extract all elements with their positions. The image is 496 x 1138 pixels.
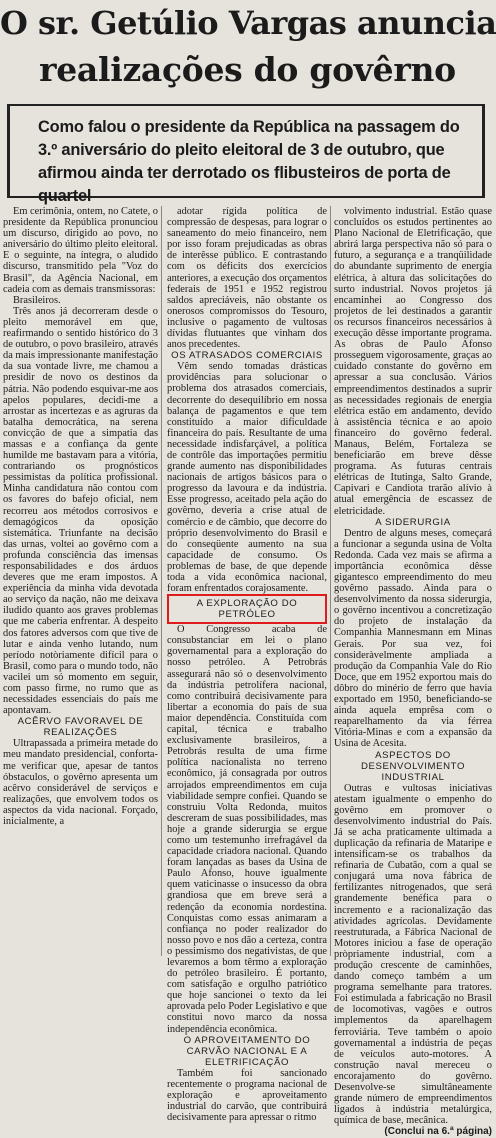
paragraph: Ultrapassada a primeira metade do meu mandato presidencial, conforta-me verificar que, apesar de tantos óbstaculos, o govêrno apresenta um acêrvo considerável de serviços e realizações, que envolvem todos os aspectos da vida nacional. Forçado, inicialmente, a (3, 738, 158, 827)
paragraph: Dentro de alguns meses, começará a funcionar a segunda usina de Volta Redonda. Cada vez mais se afirma a importância econômica dêsse gigantesco empreendimento do meu govêrno passado. Ainda para o desenvolvimento da nossa siderurgia, o govêrno incentivou a concretização do projeto de instalação da Companhia Mannesmann em Minas Gerais. Por sua vez, foi consideràvelmente ampliada a produção da Companhia Vale do Rio Doce, que em 1952 exportou mais do dôbro do minério de ferro que havia exportado em 1950, beneficiando-se ainda aquela emprêsa com o reaparelhamento da via férrea Vitória-Minas e com a expansão da Usina de Acesita. (334, 527, 492, 750)
column-rule-2 (330, 206, 331, 956)
column-rule-1 (161, 206, 162, 956)
headline-line-2: realizações do govêrno (39, 50, 456, 89)
section-heading-atrasados: OS ATRASADOS COMERCIAIS (171, 350, 323, 362)
section-heading-carvao: O APROVEITAMENTO DO CARVÃO NACIONAL E A ELETRIFICAÇÃO (183, 1034, 311, 1068)
headline-line-1: O sr. Getúlio Vargas anuncia (0, 4, 496, 42)
paragraph: Brasileiros. (13, 294, 61, 306)
article-column-1 (3, 206, 158, 956)
section-heading-siderurgia: A SIDERURGIA (375, 516, 451, 528)
paragraph: Três anos já decorreram desde o pleito memorável em que, reafirmando o sentido histórico do 3 de outubro, o povo brasileiro, através da mais impressionante manifestação da sua vontade livre, me chamou a presidir de novo os destinos da pátria. Não podendo esquivar-me aos apelos populares, decidi-me a arrostar as incertezas e as agruras da batalha democrática, na serena convicção de que a simpatia das massas e a confiança da gente humilde me bastavam para a vitória, contrariando os prognósticos pessimistas da política profissional. Minha candidatura não contou com os favores do bafejo oficial, nem recorreu aos métodos corrosivos e demagógicos da oposição sistemática. Triunfante na decisão das urnas, voltei ao govêrno com a profunda consciência das imensas responsabilidades e dos árduos deveres que me eram impostos. A experiência da minha vida devotada ao serviço da nação, não me deixava iludido quanto aos graves problemas que me caberia enfrentar. A despeito dos fatores adversos com que tive de lutar e ainda venho lutando, num período notòriamente difícil para o Brasil, como para o mundo todo, não vacilei um só momento em seguir, com passo firme, no rumo que as necessidades essenciais do país me apontavam. (3, 305, 158, 717)
paragraph: Também foi sancionado recentemente o programa nacional de exploração e aproveitamento industrial do carvão, que contribuirá decisivamente para apressar o ritmo (167, 1067, 327, 1124)
paragraph: Outras e vultosas iniciativas atestam igualmente o empenho do govêrno em promover o desenvolvimento industrial do País. Já se acha praticamente ultimada a duplicação da refinaria de Mataripe e intensificam-se os trabalhos da refinaria de Cubatão, com a qual se conjugará uma nova fábrica de fertilizantes nitrogenados, que será grandemente benéfica para o incremento e a racionalização das atividades agrícolas. Devidamente reestruturada, a Fábrica Nacional de Motores iniciou a fase de operação pròpriamente industrial, com a produção crescente de caminhões, dando começo também a um programa semelhante para tratores. Foi estimulada a fabricação no Brasil de locomotivas, vagões e outros implementos da aparelhagem ferroviária. Teve também o apoio governamental a indústria de peças de veículos auto-motores. A construção naval mereceu o encorajamento do govêrno. Desenvolve-se sìmultâneamente grande número de empreendimentos ligados à indústria metalúrgica, química de base, mecânica. (334, 782, 492, 1127)
section-heading-acervo: ACÊRVO FAVORAVEL DE REALIZAÇÕES (17, 716, 144, 739)
section-heading-petroleo-highlighted: A EXPLORAÇÃO DO PETRÓLEO (167, 594, 327, 624)
article-column-2 (167, 206, 327, 1124)
paragraph: Em cerimônia, ontem, no Catete, o presidente da República pronunciou um discurso, dirigido ao povo, no aniversário do último pleito eleitoral. E o seguinte, na íntegra, o aludido discurso, transmitido pela "Voz do Brasil", da Agência Nacional, em cadeia com as demais transmissoras: (3, 206, 158, 295)
paragraph: O Congresso acaba de consubstanciar em lei o plano governamental para a exploração do nosso petróleo. A Petrobrás assegurará não só o desenvolvimento da indústria petrolífera nacional, como contribuirá decisivamente para libertar a economia do país de sua maior dependência. Constituída com capital, técnica e trabalho exclusivamente brasileiros, a Petrobrás resulta de uma firme política nacionalista no terreno econômico, já consagrada por outros arrojados empreendimentos em cuja viabilidade sempre confiei. Quando se construiu Volta Redonda, muitos descreram de suas possibilidades, mas hoje a grande siderurgia se ergue como um testemunho irrefragável da capacidade criadora nacional. Quando foram lançadas as bases da Usina de Paulo Afonso, houve igualmente quem vaticinasse o insucesso da obra grandiosa que em breve será a redenção da economia nordestina. Conquistas como essas animaram a confiança no poder realizador do nosso povo e nos dão a certeza, contra o pessimismo dos negativistas, de que levaremos a bom têrmo a exploração do petróleo brasileiro. É portanto, com satisfação e orgulho patriótico que hoje sancionei o texto da lei aprovada pelo Poder Legislativo e que constitui novo marco da nossa independência econômica. (167, 624, 327, 1035)
section-heading-desenvolvimento: ASPECTOS DO DESENVOLVIMENTO INDUSTRIAL (360, 749, 466, 783)
headline (0, 0, 495, 96)
paragraph: adotar rígida política de compressão de despesas, para lograr o saneamento do meio financeiro, nem por isso foram prejudicadas as obras de interêsse público. E contrastando com os déficits dos exercícios anteriores, a execução dos orçamentos federais de 1951 e 1952 registrou saldos apreciáveis, não obstante os onerosos compromissos do Tesouro, inclusive o pagamento de vultosas dívidas flutuantes que vinham dos anos precedentes. (167, 206, 327, 351)
article-column-3 (334, 206, 492, 1138)
continuation-note: (Conclui na 6.ª página) (384, 1126, 492, 1138)
paragraph: volvimento industrial. Estão quase concluídos os estudos pertinentes ao Plano Nacional de Eletrificação, que abrirá larga perspectiva não só para o futuro, a segurança e a tranqüilidade do abundante suprimento de energia elétrica, à altura das solicitações do surto industrial. Novos projetos já encaminhei ao Congresso dos projetos de lei destinados a garantir os recursos financeiros necessários à execução dêsse importante programa. As obras de Paulo Afonso prosseguem vigorosamente, graças ao cuidado constante do govêrno em apressar a sua conclusão. Vários empreendimentos destinados a suprir as necessidades regionais de energia elétrica estão em andamento, devido à assistência técnica e ao apoio financeiro do govêrno federal. Manaus, Belém, Fortaleza se beneficiarão em breve dêsse programa. As futuras centrais elétricas de Itutinga, Salto Grande, Capivari e Candiota trarão alívio à atual emergência de escassez de eletricidade. (334, 206, 492, 517)
paragraph: Vêm sendo tomadas drásticas providências para solucionar o problema dos atrasados comerciais, decorrente do desequilíbrio em nossa balança de pagamentos e que tem constituído a maior dificuldade financeira do país. Resultante de uma necessidade indisfarçável, a política de contrôle das importações permitiu grande aumento nas disponibilidades nacionais de artigos básicos para o progresso da lavoura e da indústria. Esse progresso, aceitado pela ação do govêrno, deveria a crise atual de comércio e de câmbio, que decorre do próprio desenvolvimento do Brasil e do conseqüente aumento na sua capacidade de consumo. Os problemas de base, de que depende toda a vida econômica nacional, foram enfrentados corajosamente. (167, 361, 327, 595)
subheadline-text: Como falou o presidente da República na passagem do 3.º aniversário do pleito eleitoral de 3 de outubro, que afirmou ainda ter derrotado os flibusteiros de porta de quartel (38, 118, 460, 205)
subheadline-box (7, 104, 485, 205)
